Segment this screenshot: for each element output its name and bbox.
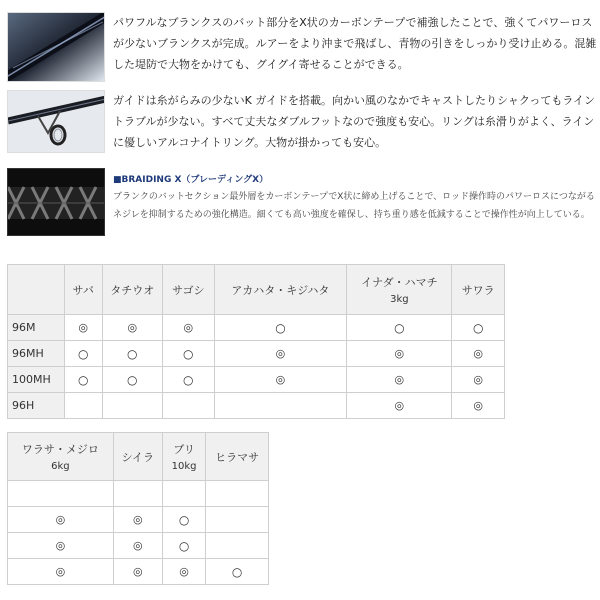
rating-cell: ◎ [452, 393, 505, 419]
rating-cell: ◎ [113, 507, 162, 533]
column-header: アカハタ・キジハタ [214, 265, 347, 315]
species-table-1 [7, 264, 505, 419]
rating-cell [64, 393, 102, 419]
rating-cell: ◎ [8, 507, 114, 533]
rating-cell: ○ [102, 341, 162, 367]
rating-cell: ◎ [8, 559, 114, 585]
species-table-2 [7, 432, 269, 585]
model-cell: 96H [8, 393, 65, 419]
braiding-title: ■BRAIDING X（ブレーディングX） [113, 175, 269, 185]
braiding-description: ブランクのバットセクション最外層をカーボンテープでX状に締め上げることで、ロッド操作時のパワーロスにつながるネジレを抑制するための強化構造。細くても高い強度を確保し、持ち重り感を低減することで操作性が向上している。 [113, 192, 595, 220]
rating-cell: ◎ [347, 367, 452, 393]
table-row [8, 341, 505, 367]
column-header: ヒラマサ [206, 433, 269, 481]
rating-cell [8, 481, 114, 507]
feature-description-1: パワフルなブランクスのバット部分をX状のカーボンテープで補強したことで、強くてパワーロスが少ないブランクスが完成。ルアーをより沖まで飛ばし、青物の引きをしっかり受け止める。混雑した堤防で大物をかけても、グイグイ寄せることができる。 [113, 16, 597, 71]
table-row [8, 393, 505, 419]
rating-cell [102, 393, 162, 419]
rating-cell: ○ [452, 315, 505, 341]
rod-blank-closeup-image [7, 12, 105, 82]
column-header: ワラサ・メジロ 6kg [8, 433, 114, 481]
rating-cell: ◎ [113, 533, 162, 559]
table-row [8, 559, 269, 585]
rating-cell: ○ [162, 533, 206, 559]
rating-cell: ○ [347, 315, 452, 341]
model-cell: 96M [8, 315, 65, 341]
rating-cell: ◎ [452, 341, 505, 367]
rating-cell [163, 393, 215, 419]
rating-cell [113, 481, 162, 507]
rating-cell: ◎ [347, 393, 452, 419]
rating-cell: ◎ [214, 341, 347, 367]
rating-cell: ◎ [113, 559, 162, 585]
rating-cell: ◎ [214, 367, 347, 393]
rating-cell: ◎ [163, 315, 215, 341]
rod-guide-closeup-image [7, 90, 105, 153]
rating-cell: ○ [163, 367, 215, 393]
rating-cell: ◎ [8, 533, 114, 559]
rating-cell: ◎ [452, 367, 505, 393]
column-header: サワラ [452, 265, 505, 315]
column-header: シイラ [113, 433, 162, 481]
model-cell: 100MH [8, 367, 65, 393]
rating-cell: ◎ [347, 341, 452, 367]
rating-cell: ○ [163, 341, 215, 367]
table-row [8, 367, 505, 393]
rating-cell: ○ [64, 367, 102, 393]
column-header: タチウオ [102, 265, 162, 315]
rating-cell [206, 533, 269, 559]
column-header: サゴシ [163, 265, 215, 315]
rating-cell: ○ [102, 367, 162, 393]
column-header: イナダ・ハマチ 3kg [347, 265, 452, 315]
table-row [8, 481, 269, 507]
rating-cell: ◎ [102, 315, 162, 341]
rating-cell [214, 393, 347, 419]
column-header: サバ [64, 265, 102, 315]
table-row [8, 533, 269, 559]
column-header: ブリ 10kg [162, 433, 206, 481]
rating-cell: ○ [214, 315, 347, 341]
rating-cell: ○ [64, 341, 102, 367]
rating-cell: ○ [162, 507, 206, 533]
rating-cell: ○ [206, 559, 269, 585]
table-row [8, 315, 505, 341]
rating-cell: ◎ [162, 559, 206, 585]
rating-cell [206, 481, 269, 507]
rating-cell [206, 507, 269, 533]
table-row [8, 507, 269, 533]
rating-cell: ◎ [64, 315, 102, 341]
rating-cell [162, 481, 206, 507]
corner-cell [8, 265, 65, 315]
braiding-x-carbon-image [7, 168, 105, 236]
feature-description-2: ガイドは糸がらみの少ないK ガイドを搭載。向かい風のなかでキャストしたりシャクってもライントラブルが少ない。すべて丈夫なダブルフットなので強度も安心。リングは糸滑りがよく、ラインに優しいアルコナイトリング。大物が掛かっても安心。 [113, 94, 596, 149]
model-cell: 96MH [8, 341, 65, 367]
